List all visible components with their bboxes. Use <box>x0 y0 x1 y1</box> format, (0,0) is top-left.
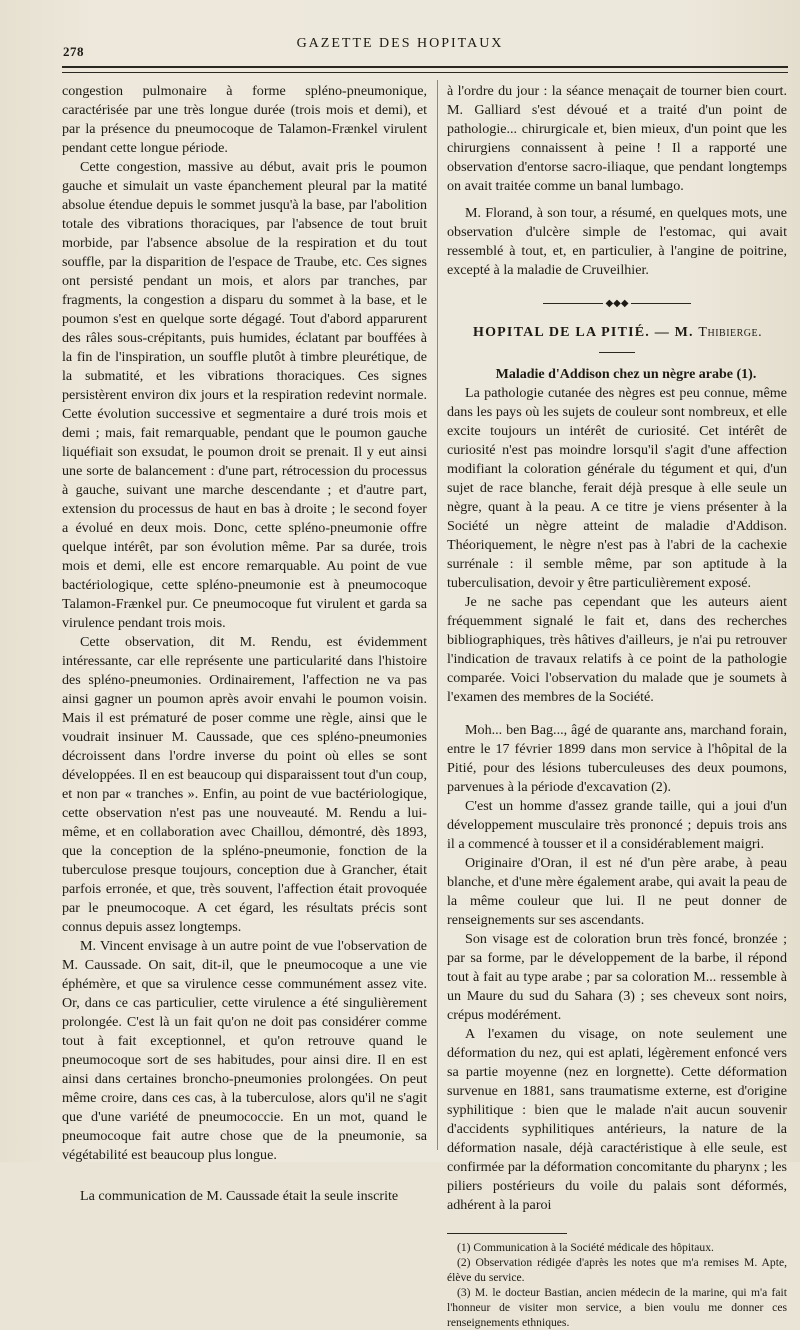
paragraph: A l'examen du visage, on note seulement une déformation du nez, qui est aplati, légèrement enfoncé vers sa partie moyenne (nez en lorgnette). Cette déformation survenue en 1881, sans traumatisme externe, est d'origine syphilitique : bien que le malade n'ait aucun souvenir d'accidents syphilitiques antérieurs, la nature de la déformation nasale, déjà caractéristique à elle seule, est confirmée par la déformation concomitante du pharynx ; les piliers postérieurs du voile du palais sont déformés, adhérent à la paroi <box>447 1026 787 1213</box>
footnote: (3) M. le docteur Bastian, ancien médecin de la marine, qui m'a fait l'honneur de visiter mon service, a bien voulu me donner ces renseignements ethniques. <box>447 1286 787 1329</box>
hospital-heading <box>447 323 787 342</box>
doctor-name: Thibierge. <box>698 325 763 340</box>
paragraph: M. Vincent envisage à un autre point de vue l'observation de M. Caussade. On sait, dit-il, que le pneumocoque a une vie éphémère, et que sa virulence cesse communément assez vite. Or, dans ce cas particulier, cette virulence a été singulièrement prolongée. C'est là un fait qu'on ne doit pas considérer comme tout à fait exceptionnel, et qu'on retrouve quand le pneumocoque sort de ses habitudes, pour ainsi dire. Il en est ainsi dans certaines broncho-pneumonies prolongées. On peut même croire, dans ces cas, à la tuberculose, alors qu'il ne s'agit que d'une variété de pneumococcie. En un mot, quand le pneumocoque fait autre chose que de la pneumonie, sa végétabilité est beaucoup plus longue. <box>62 938 427 1163</box>
header-rule <box>62 66 788 68</box>
paragraph: Son visage est de coloration brun très foncé, bronzée ; par sa forme, par le développement de la barbe, il répond tout à fait au type arabe ; par sa coloration M... ressemble à un Maure du sud du Sahara (3) ; ses cheveux sont noirs, crépus modérément. <box>447 931 787 1023</box>
hospital-name: HOPITAL DE LA PITIÉ. — M. <box>473 325 694 340</box>
short-rule <box>599 352 635 353</box>
page-number: 278 <box>63 44 84 59</box>
paragraph: La communication de M. Caussade était la seule inscrite <box>80 1188 399 1204</box>
right-column <box>447 82 787 1330</box>
footnote: (1) Communication à la Société médicale des hôpitaux. <box>457 1241 714 1254</box>
header-rule-thin <box>62 72 788 73</box>
paragraph: Moh... ben Bag..., âgé de quarante ans, marchand forain, entre le 17 février 1899 dans mon service à l'hôpital de la Pitié, pour des lésions tuberculeuses des deux poumons, parvenues à la période d'excavation (2). <box>447 722 787 795</box>
paragraph: Cette congestion, massive au début, avait pris le poumon gauche et simulait un vaste épanchement pleural par la matité absolue étendue depuis le sommet jusqu'à la base, par l'abolition totale des vibrations thoraciques, par l'absence de tout bruit morbide, par l'absence absolue de la respiration et du tout souffle, par la disparition de l'espace de Traube, etc. Ces signes ont persisté pendant un mois, et alors par tranches, par fragments, la congestion a disparu du sommet à la base, et le poumon s'est en quelque sorte dégagé. Tout d'abord apparurent des râles sous-crépitants, puis humides, éclatant par bouffées à la fin de l'inspiration, un souffle plutôt à timbre pleurétique, de la submatité, et les vibrations thoraciques. Ces signes persistèrent environ dix jours et la respiration redevint normale. Cette évolution successive et segmentaire a duré trois mois et demi ; mais, fait remarquable, pendant que le poumon gauche liquéfiait son exsudat, le poumon droit se prenait. Il y eut ainsi une sorte de balancement : d'une part, rétrocession du processus à gauche, suivant une marche descendante ; et d'autre part, extension du processus de haut en bas à droite ; le second foyer a évolué en deux mois. Donc, cette spléno-pneumonie offre quelque intérêt, par son évolution même. Par sa durée, trois mois et demi, elle est encore remarquable. Au point de vue bactériologique, cette spléno-pneumonie est à pneumocoque Talamon-Frænkel pur. Ce pneumocoque fut virulent et garda sa virulence pendant trois mois. <box>62 159 427 631</box>
paragraph: congestion pulmonaire à forme spléno-pneumonique, caractérisée par une très longue durée (trois mois et demi), et par la présence du pneumocoque de Talamon-Frænkel virulent pendant cette longue période. <box>62 83 427 156</box>
paragraph: Je ne sache pas cependant que les auteurs aient fréquemment signalé le fait et, dans des recherches bibliographiques, très hâtives d'ailleurs, je n'ai pu retrouver l'indication de travaux relatifs à ce point de la pathologie comparée. Voici l'observation du malade que je soumets à l'examen des membres de la Société. <box>447 594 787 705</box>
column-divider <box>437 80 438 1150</box>
paragraph: C'est un homme d'assez grande taille, qui a joui d'un développement musculaire très prononcé ; depuis trois ans il a commencé à tousser et il a considérablement maigri. <box>447 798 787 852</box>
section-ornament: ◆◆◆ <box>447 294 787 313</box>
left-column <box>62 82 427 1206</box>
paragraph: Originaire d'Oran, il est né d'un père arabe, à peau blanche, et d'une mère également arabe, qui avait la peau de la même couleur que lui. Il ne peut donner de renseignements sur ses ascendants. <box>447 855 787 928</box>
paragraph: à l'ordre du jour : la séance menaçait de tourner bien court. M. Galliard s'est dévoué et a traité d'un point de pathologie... chirurgicale et, bien mieux, d'un point que les chirurgiens connaissent à peine ! Il a rapporté une observation d'entorse sacro-iliaque, que pendant longtemps on avait traitée comme un banal lumbago. <box>447 83 787 194</box>
footnotes <box>447 1240 787 1330</box>
paragraph: M. Florand, à son tour, a résumé, en quelques mots, une observation d'ulcère simple de l'estomac, qui avait ressemblé à tout, et, en particulier, à l'angine de poitrine, excepté à la maladie de Cruveilhier. <box>447 205 787 278</box>
article-title: Maladie d'Addison chez un nègre arabe (1). <box>495 367 757 382</box>
paragraph: Cette observation, dit M. Rendu, est évidemment intéressante, car elle représente une particularité dans l'histoire des spléno-pneumonies. Ordinairement, l'affection ne va pas ainsi gagner un poumon après avoir envahi le poumon voisin. Mais il est prématuré de poser comme une règle, ainsi que le voudrait insinuer M. Caussade, que ces spléno-pneumonies décroissent dans l'ordre inverse du point où elles se sont développées. Il en est beaucoup qui disparaissent tout d'un coup, et non par « tranches ». Enfin, au point de vue bactériologique, cette observation n'est pas une nouveauté. M. Rendu a lui-même, et en collaboration avec Chaillou, démontré, dès 1893, que la conception de la spléno-pneumonie, fonction de la tuberculose presque toujours, conception due à Grancher, était parfois erronée, et que, très souvent, l'affection était provoquée par le pneumocoque. A cet égard, les résultats précis sont connus depuis assez longtemps. <box>62 634 427 935</box>
paragraph: La pathologie cutanée des nègres est peu connue, même dans les pays où les sujets de couleur sont nombreux, et elle excite toujours un intérêt de curiosité. Cet intérêt de curiosité n'est pas moindre lorsqu'il s'agit d'une affection modifiant la coloration générale du tégument et qui, d'un sujet de race blanche, ferait déjà presque à elle seule un nègre, quant à la peau. A ce titre je viens présenter à la Société un nègre atteint de maladie d'Addison. Théoriquement, le nègre n'est pas à l'abri de la cachexie surrénale : il semble même, par son aptitude à la tuberculisation, devoir y être particulièrement exposé. <box>447 385 787 591</box>
footnote-rule <box>447 1233 567 1234</box>
footnote: (2) Observation rédigée d'après les notes que m'a remises M. Apte, élève du service. <box>447 1256 787 1284</box>
running-title: GAZETTE DES HOPITAUX <box>296 36 504 51</box>
